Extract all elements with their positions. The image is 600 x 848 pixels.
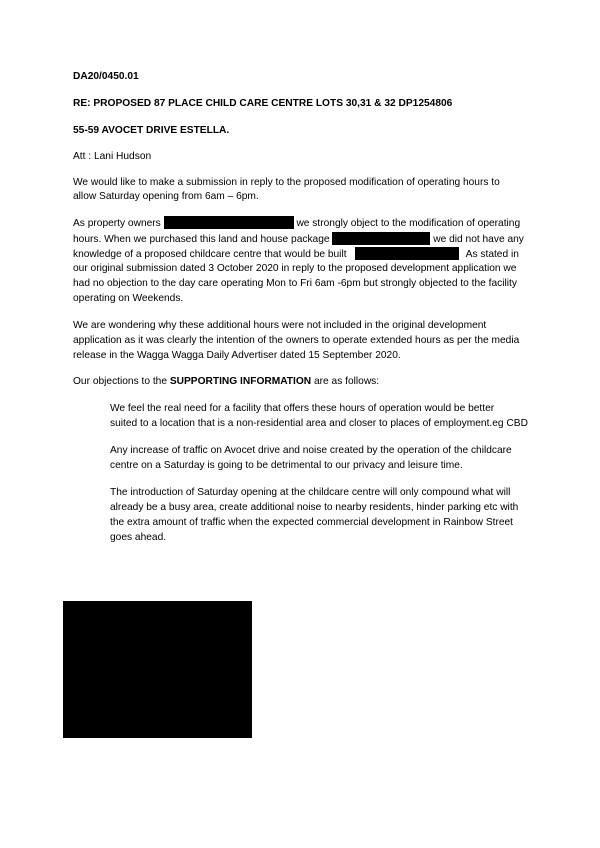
objections-intro bbox=[73, 375, 379, 389]
paragraph-2-line-4: our original submission dated 3 October 2020 in reply to the proposed development application we bbox=[73, 263, 517, 274]
paragraph-3-line-3: release in the Wagga Wagga Daily Advertiser dated 15 September 2020. bbox=[73, 350, 401, 361]
paragraph-2-line-3-end: As stated in bbox=[465, 249, 519, 260]
paragraph-2-line-1-end: we strongly object to the modification of operating bbox=[296, 218, 521, 229]
redaction-signature-block bbox=[63, 601, 252, 738]
paragraph-3-line-2: application as it was clearly the intention of the owners to operate extended hours as per the media bbox=[73, 335, 520, 346]
objections-intro-before: Our objections to the bbox=[73, 376, 170, 387]
objection-3-line-3: the extra amount of traffic when the expected commercial development in Rainbow Street bbox=[110, 517, 513, 528]
paragraph-1-line-1: We would like to make a submission in reply to the proposed modification of operating hours to bbox=[73, 177, 500, 188]
objection-2-line-1: Any increase of traffic on Avocet drive and noise created by the operation of the childcare bbox=[110, 445, 512, 456]
paragraph-1-line-2: allow Saturday opening from 6am – 6pm. bbox=[73, 191, 259, 202]
reference-number: DA20/0450.01 bbox=[73, 71, 139, 82]
objections-intro-bold: SUPPORTING INFORMATION bbox=[169, 376, 312, 387]
objection-2-line-2: centre on a Saturday is going to be detrimental to our privacy and leisure time. bbox=[110, 460, 463, 471]
paragraph-3-line-1: We are wondering why these additional hours were not included in the original development bbox=[73, 320, 487, 331]
paragraph-2-line-2-start: hours. When we purchased this land and house package bbox=[73, 234, 330, 245]
objection-3-line-2: already be a busy area, create additional noise to nearby residents, hinder parking etc with bbox=[110, 502, 519, 513]
paragraph-2-line-2 bbox=[73, 232, 524, 247]
paragraph-2-line-2-end: we did not have any bbox=[433, 234, 524, 245]
objection-1-line-1: We feel the real need for a facility that offers these hours of operation would be better bbox=[110, 403, 495, 414]
paragraph-2-line-5: had no objection to the day care operating Mon to Fri 6am -6pm but strongly objected to the facility bbox=[73, 278, 517, 289]
paragraph-2-line-1 bbox=[73, 216, 520, 231]
paragraph-2-line-3 bbox=[73, 247, 519, 262]
attention-line: Att : Lani Hudson bbox=[73, 151, 152, 162]
paragraph-2-line-3-start: knowledge of a proposed childcare centre that would be built bbox=[73, 249, 347, 260]
objection-3-line-4: goes ahead. bbox=[110, 532, 167, 543]
objections-intro-after: are as follows: bbox=[311, 376, 380, 387]
objection-1-line-2: suited to a location that is a non-residential area and closer to places of employment.eg CBD bbox=[110, 418, 528, 429]
redaction-location bbox=[355, 247, 459, 260]
paragraph-2-line-1-start: As property owners bbox=[73, 218, 161, 229]
site-address: 55-59 AVOCET DRIVE ESTELLA. bbox=[73, 125, 230, 136]
subject-line: RE: PROPOSED 87 PLACE CHILD CARE CENTRE LOTS 30,31 & 32 DP1254806 bbox=[73, 98, 453, 109]
objection-3-line-1: The introduction of Saturday opening at the childcare centre will only compound what will bbox=[110, 487, 511, 498]
redaction-owner-names bbox=[164, 216, 294, 229]
redaction-purchase-date bbox=[332, 232, 430, 245]
paragraph-2-line-6: operating on Weekends. bbox=[73, 293, 184, 304]
